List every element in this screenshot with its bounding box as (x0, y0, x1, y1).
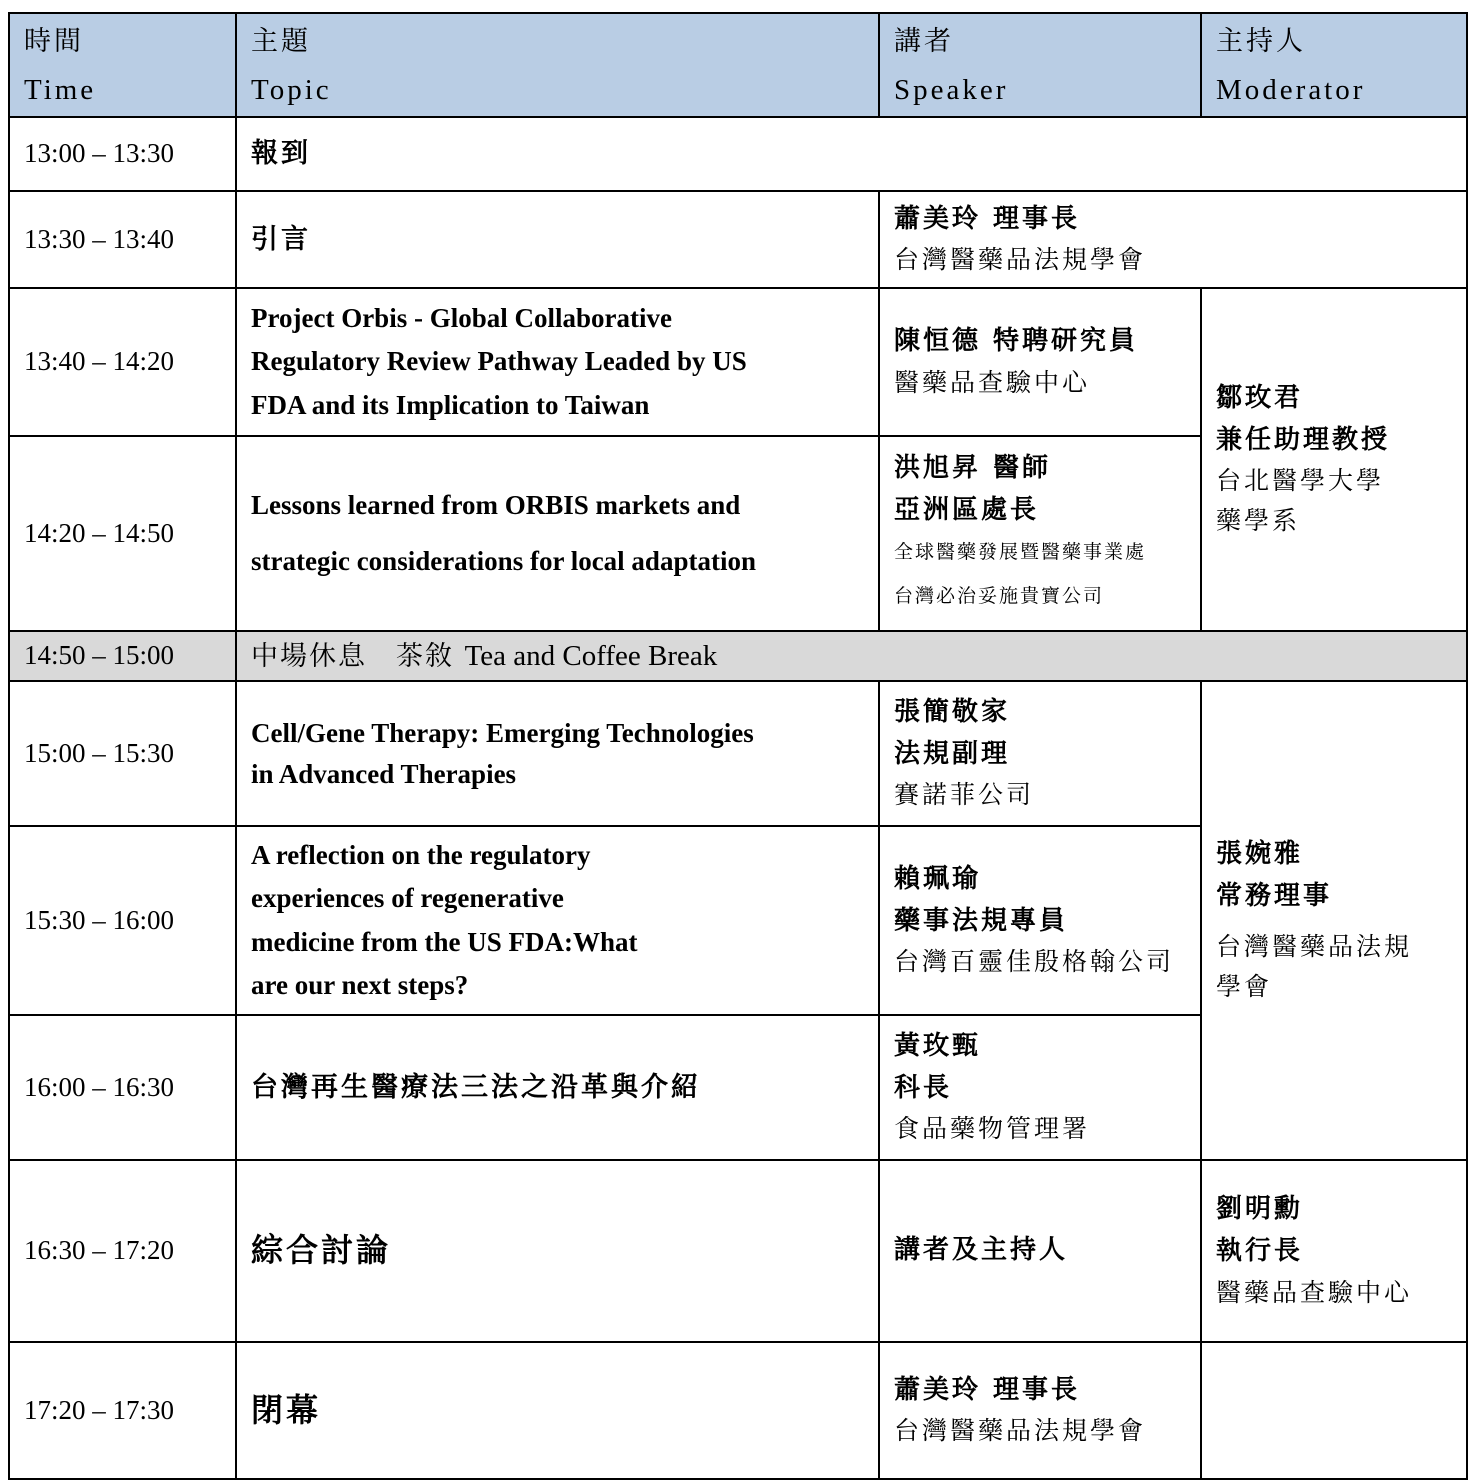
agenda-row (9, 288, 1467, 436)
speaker-org: 台灣醫藥品法規學會 (894, 1416, 1147, 1446)
speaker-cell (879, 288, 1201, 436)
time-cell: 13:40 – 14:20 (9, 288, 236, 436)
break-cell (236, 631, 1467, 681)
topic-line: are our next steps? (251, 969, 469, 1000)
topic-line: Lessons learned from ORBIS markets and (251, 490, 741, 521)
agenda-row (9, 117, 1467, 191)
speaker-name: 黃玫甄 (894, 1030, 982, 1061)
topic-cell (236, 681, 879, 826)
topic-line: experiences of regenerative (251, 883, 564, 914)
moderator-name: 張婉雅 (1216, 838, 1304, 869)
speaker-org: 食品藥物管理署 (894, 1114, 1091, 1144)
speaker-name: 張簡敬家 (894, 696, 1011, 727)
agenda-row (9, 1342, 1467, 1479)
moderator-org: 台灣醫藥品法規 (1216, 932, 1413, 962)
header-time: 時間 Time (9, 13, 236, 117)
moderator-cell (1201, 1160, 1467, 1342)
time-cell: 13:30 – 13:40 (9, 191, 236, 288)
header-row (9, 13, 1467, 117)
time-cell: 14:20 – 14:50 (9, 436, 236, 631)
time-cell: 15:00 – 15:30 (9, 681, 236, 826)
topic-cell (236, 1342, 879, 1479)
topic-line: strategic considerations for local adaptation (251, 545, 756, 576)
speaker-cell (879, 1160, 1201, 1342)
time-cell: 14:50 – 15:00 (9, 631, 236, 681)
moderator-org: 台北醫學大學 (1216, 466, 1385, 496)
topic-line: A reflection on the regulatory (251, 840, 591, 871)
agenda-row (9, 1160, 1467, 1342)
moderator-title: 常務理事 (1216, 880, 1333, 911)
speaker-title: 亞洲區處長 (894, 494, 1040, 525)
topic-line: FDA and its Implication to Taiwan (251, 389, 650, 420)
topic-text: 閉幕 (251, 1390, 322, 1429)
topic-cell (236, 288, 879, 436)
topic-cell (236, 1015, 879, 1160)
speaker-title: 藥事法規專員 (894, 905, 1069, 936)
speaker-cell (879, 1015, 1201, 1160)
topic-line: Project Orbis - Global Collaborative (251, 303, 672, 334)
speaker-cell (879, 681, 1201, 826)
moderator-org: 藥學系 (1216, 506, 1301, 536)
topic-text: 引言 (251, 223, 311, 255)
time-cell: 17:20 – 17:30 (9, 1342, 236, 1479)
agenda-table (8, 12, 1468, 1480)
speaker-cell (879, 826, 1201, 1015)
topic-line: in Advanced Therapies (251, 758, 517, 789)
topic-text: 報到 (251, 138, 311, 170)
speaker-cell (879, 1342, 1201, 1479)
topic-line: Regulatory Review Pathway Leaded by US (251, 346, 747, 377)
time-cell: 15:30 – 16:00 (9, 826, 236, 1015)
topic-cell (236, 117, 1467, 191)
speaker-title: 法規副理 (894, 738, 1011, 769)
speaker-name: 蕭美玲 理事長 (894, 1374, 1081, 1405)
speaker-org: 台灣醫藥品法規學會 (894, 245, 1147, 275)
topic-cell (236, 436, 879, 631)
speaker-name: 洪旭昇 醫師 (894, 453, 1052, 484)
speaker-org: 台灣必治妥施貴寶公司 (894, 585, 1105, 608)
moderator-cell-empty (1201, 1342, 1467, 1479)
speaker-org: 台灣百靈佳殷格翰公司 (894, 947, 1175, 977)
moderator-cell (1201, 681, 1467, 1160)
break-row (9, 631, 1467, 681)
topic-cell (236, 191, 879, 288)
break-zh: 中場休息 茶敘 (251, 640, 454, 672)
speaker-org: 醫藥品查驗中心 (894, 367, 1091, 397)
agenda-row (9, 191, 1467, 288)
header-moderator: 主持人 Moderator (1201, 13, 1467, 117)
topic-text: 綜合討論 (251, 1231, 392, 1270)
topic-text: 台灣再生醫療法三法之沿革與介紹 (251, 1071, 701, 1103)
topic-cell (236, 1160, 879, 1342)
time-cell: 13:00 – 13:30 (9, 117, 236, 191)
time-cell: 16:30 – 17:20 (9, 1160, 236, 1342)
speaker-name: 蕭美玲 理事長 (894, 203, 1081, 234)
speaker-org: 賽諾菲公司 (894, 780, 1035, 810)
speaker-org: 全球醫藥發展暨醫藥事業處 (894, 541, 1147, 564)
moderator-name: 鄒玫君 (1216, 382, 1304, 413)
moderator-title: 執行長 (1216, 1236, 1304, 1266)
moderator-title: 兼任助理教授 (1216, 424, 1391, 455)
agenda-row (9, 681, 1467, 826)
topic-line: Cell/Gene Therapy: Emerging Technologies (251, 718, 754, 748)
moderator-org: 學會 (1216, 972, 1273, 1002)
header-speaker: 講者 Speaker (879, 13, 1201, 117)
speaker-name: 講者及主持人 (894, 1235, 1069, 1266)
speaker-cell (879, 436, 1201, 631)
moderator-org: 醫藥品查驗中心 (1216, 1277, 1413, 1307)
speaker-cell (879, 191, 1467, 288)
header-topic: 主題 Topic (236, 13, 879, 117)
moderator-cell (1201, 288, 1467, 631)
speaker-name: 賴珮瑜 (894, 863, 982, 894)
moderator-name: 劉明勳 (1216, 1194, 1304, 1225)
speaker-name: 陳恒德 特聘研究員 (894, 326, 1139, 357)
speaker-title: 科長 (894, 1072, 953, 1103)
break-en: Tea and Coffee Break (464, 639, 718, 672)
topic-cell (236, 826, 879, 1015)
topic-line: medicine from the US FDA:What (251, 926, 638, 957)
time-cell: 16:00 – 16:30 (9, 1015, 236, 1160)
